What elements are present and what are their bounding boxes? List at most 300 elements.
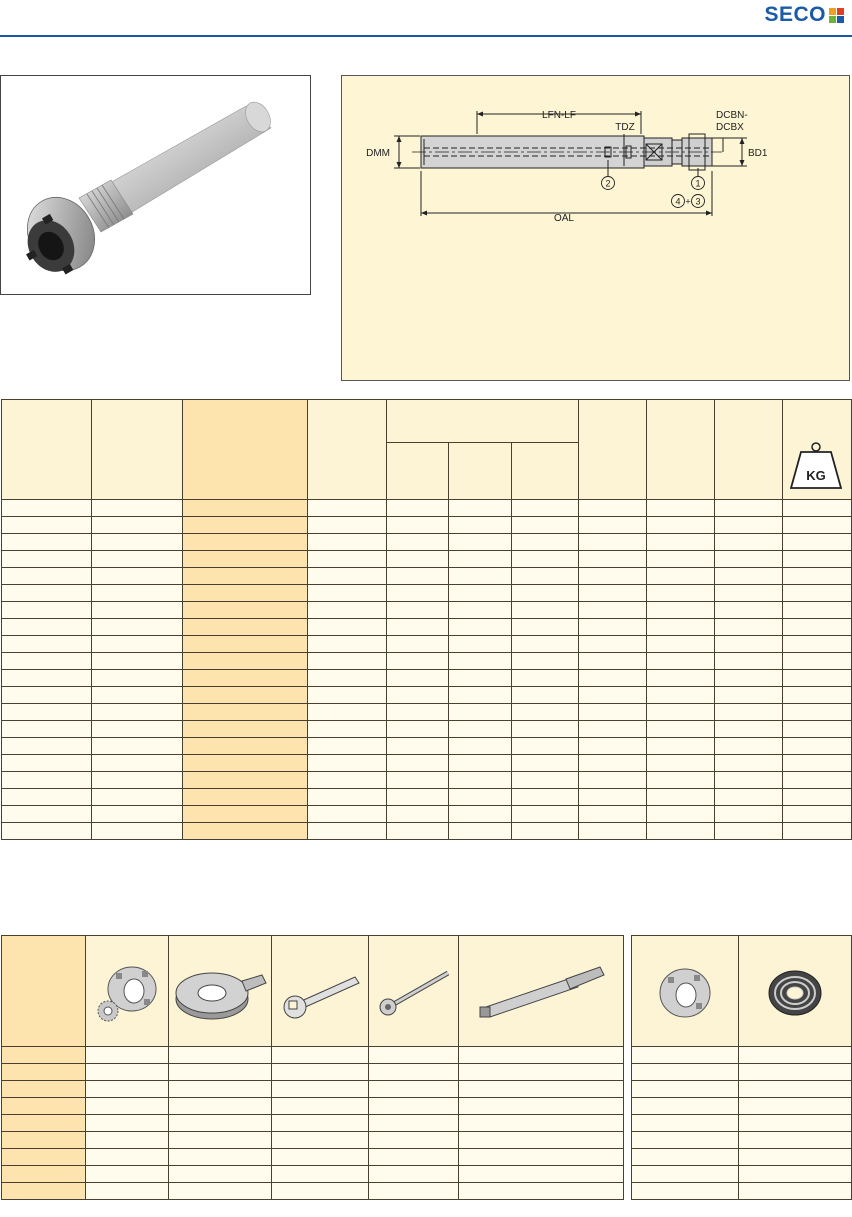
table-cell: [92, 585, 183, 602]
table-cell: [2, 1149, 86, 1166]
table-cell: [783, 636, 852, 653]
table-cell: [2, 789, 92, 806]
table-row: [632, 1115, 852, 1132]
table-cell: [715, 500, 783, 517]
table-cell: [2, 534, 92, 551]
table-cell: [2, 568, 92, 585]
table-cell: [739, 1115, 852, 1132]
table-cell: [2, 755, 92, 772]
table-cell: [308, 500, 387, 517]
table-cell: [715, 585, 783, 602]
table-row: [632, 1047, 852, 1064]
table-cell: [369, 1183, 459, 1200]
table-cell: [715, 670, 783, 687]
table-cell: [183, 789, 308, 806]
table-cell: [86, 1149, 169, 1166]
table-cell: [647, 789, 715, 806]
table-cell: [579, 687, 647, 704]
table-cell: [512, 823, 579, 840]
table-cell: [308, 636, 387, 653]
torque-tool-illustration: [459, 936, 624, 1047]
table-cell: [647, 551, 715, 568]
table-cell: [2, 1047, 86, 1064]
table-cell: [183, 619, 308, 636]
table-cell: [183, 755, 308, 772]
table-cell: [579, 500, 647, 517]
seco-logo: [764, 4, 844, 26]
table-cell: [783, 500, 852, 517]
table-cell: [647, 772, 715, 789]
table-row: [2, 1115, 624, 1132]
table-cell: [715, 704, 783, 721]
table-cell: [647, 687, 715, 704]
table-cell: [449, 653, 512, 670]
table-cell: [449, 738, 512, 755]
table-cell: [715, 738, 783, 755]
table-cell: [183, 636, 308, 653]
table-cell: [387, 517, 449, 534]
table-cell: [369, 1166, 459, 1183]
table-cell: [449, 619, 512, 636]
table-cell: [183, 517, 308, 534]
table-cell: [512, 568, 579, 585]
table-cell: [183, 721, 308, 738]
table-cell: [272, 1047, 369, 1064]
table-cell: [86, 1047, 169, 1064]
table-cell: [86, 1166, 169, 1183]
table-cell: [739, 1166, 852, 1183]
clamp-wrench-illustration: [169, 936, 272, 1047]
table-row: [2, 534, 852, 551]
table-cell: [272, 1149, 369, 1166]
thread-insert-icon: [760, 951, 830, 1031]
table-row: [2, 500, 852, 517]
table-cell: [387, 551, 449, 568]
table-cell: [2, 500, 92, 517]
table-cell: [169, 1132, 272, 1149]
table-cell: [739, 1149, 852, 1166]
table-cell: [183, 534, 308, 551]
table-cell: [86, 1183, 169, 1200]
table-cell: [449, 568, 512, 585]
table-cell: [512, 704, 579, 721]
table-cell: [169, 1149, 272, 1166]
table-cell: [92, 653, 183, 670]
table-cell: [92, 568, 183, 585]
table-cell: [739, 1183, 852, 1200]
table-row: [2, 1166, 624, 1183]
table-cell: [449, 823, 512, 840]
table-cell: [308, 653, 387, 670]
table-cell: [86, 1098, 169, 1115]
table-row: [2, 1183, 624, 1200]
table-cell: [715, 653, 783, 670]
table-cell: [632, 1149, 739, 1166]
table-cell: [739, 1132, 852, 1149]
table-cell: [449, 755, 512, 772]
table-cell: [387, 653, 449, 670]
table-cell: [2, 636, 92, 653]
table-row: [632, 1166, 852, 1183]
weight-header: [783, 400, 852, 500]
table-cell: [92, 551, 183, 568]
table-cell: [272, 1183, 369, 1200]
table-cell: [512, 687, 579, 704]
table-cell: [183, 823, 308, 840]
table-cell: [715, 551, 783, 568]
table-row: [2, 1047, 624, 1064]
table-cell: [512, 721, 579, 738]
table-cell: [579, 636, 647, 653]
callout-plus: +: [685, 196, 691, 207]
nut-illustration: [632, 936, 739, 1047]
table-cell: [387, 636, 449, 653]
table-cell: [579, 806, 647, 823]
table-cell: [308, 772, 387, 789]
table-cell: [92, 823, 183, 840]
table-cell: [86, 1081, 169, 1098]
table-row: [632, 1149, 852, 1166]
table-cell: [783, 534, 852, 551]
table-cell: [183, 500, 308, 517]
table-cell: [647, 755, 715, 772]
table-cell: [387, 670, 449, 687]
table-cell: [647, 619, 715, 636]
table-cell: [387, 823, 449, 840]
table-cell: [92, 670, 183, 687]
table-cell: [308, 534, 387, 551]
table-cell: [2, 1098, 86, 1115]
table-cell: [183, 772, 308, 789]
table-cell: [308, 585, 387, 602]
table-cell: [783, 517, 852, 534]
table-cell: [459, 1166, 624, 1183]
table-cell: [387, 772, 449, 789]
table-cell: [2, 806, 92, 823]
table-cell: [92, 636, 183, 653]
table-row: [2, 670, 852, 687]
table-cell: [579, 619, 647, 636]
table-cell: [449, 772, 512, 789]
table-cell: [449, 534, 512, 551]
table-cell: [459, 1047, 624, 1064]
table-cell: [783, 772, 852, 789]
table-cell: [715, 602, 783, 619]
table-cell: [92, 517, 183, 534]
table-cell: [387, 721, 449, 738]
table-cell: [512, 653, 579, 670]
table-cell: [387, 602, 449, 619]
table-row: [2, 1064, 624, 1081]
table-cell: [387, 568, 449, 585]
header-rule: [0, 35, 852, 37]
spec-table: [1, 399, 852, 840]
table-cell: [449, 806, 512, 823]
torque-wrench-illustration: [369, 936, 459, 1047]
table-cell: [459, 1149, 624, 1166]
table-cell: [2, 1115, 86, 1132]
table-cell: [647, 500, 715, 517]
table-cell: [169, 1047, 272, 1064]
table-cell: [272, 1132, 369, 1149]
table-cell: [183, 670, 308, 687]
table-row: [2, 738, 852, 755]
table-cell: [369, 1132, 459, 1149]
accessory-table-2: [631, 935, 852, 1200]
table-cell: [2, 619, 92, 636]
logo-text: SECO: [764, 3, 826, 26]
table-cell: [183, 806, 308, 823]
table-cell: [92, 738, 183, 755]
table-cell: [715, 755, 783, 772]
table-cell: [2, 721, 92, 738]
table-cell: [647, 602, 715, 619]
table-cell: [512, 636, 579, 653]
table-row: [2, 568, 852, 585]
table-cell: [449, 721, 512, 738]
table-cell: [369, 1047, 459, 1064]
table-cell: [579, 670, 647, 687]
table-cell: [579, 653, 647, 670]
table-row: [2, 806, 852, 823]
table-cell: [579, 568, 647, 585]
collet-nut-icon-2: [650, 951, 720, 1031]
table-cell: [92, 534, 183, 551]
clamping-ring-icon: [172, 951, 268, 1031]
dimension-drawing-svg: [342, 76, 849, 380]
table-cell: [579, 551, 647, 568]
table-cell: [739, 1081, 852, 1098]
table-cell: [647, 568, 715, 585]
table-cell: [2, 772, 92, 789]
table-row: [632, 1132, 852, 1149]
table-cell: [783, 602, 852, 619]
table-cell: [2, 1064, 86, 1081]
table-cell: [579, 738, 647, 755]
weight-unit: KG: [806, 468, 826, 483]
table-cell: [449, 687, 512, 704]
table-cell: [2, 1081, 86, 1098]
table-cell: [512, 602, 579, 619]
table-cell: [449, 636, 512, 653]
table-cell: [632, 1081, 739, 1098]
table-cell: [647, 636, 715, 653]
table-cell: [2, 1183, 86, 1200]
collet-nut-icon: [92, 951, 162, 1031]
table-cell: [739, 1064, 852, 1081]
table-cell: [2, 823, 92, 840]
table-row: [2, 653, 852, 670]
table-cell: [272, 1166, 369, 1183]
table-cell: [92, 755, 183, 772]
table-cell: [183, 687, 308, 704]
table-cell: [369, 1081, 459, 1098]
table-row: [2, 1081, 624, 1098]
table-cell: [183, 738, 308, 755]
weight-icon: [783, 400, 849, 496]
table-cell: [647, 653, 715, 670]
table-row: [2, 585, 852, 602]
table-row: [2, 619, 852, 636]
table-row: [2, 755, 852, 772]
table-cell: [783, 789, 852, 806]
table-cell: [512, 500, 579, 517]
table-cell: [387, 806, 449, 823]
table-cell: [459, 1183, 624, 1200]
table-cell: [715, 687, 783, 704]
table-cell: [647, 585, 715, 602]
table-cell: [579, 585, 647, 602]
table-cell: [647, 534, 715, 551]
callout-4: 4: [675, 196, 681, 207]
table-cell: [369, 1149, 459, 1166]
table-cell: [512, 670, 579, 687]
table-cell: [783, 738, 852, 755]
table-cell: [449, 551, 512, 568]
table-cell: [387, 755, 449, 772]
table-cell: [2, 551, 92, 568]
table-row: [2, 772, 852, 789]
table-cell: [783, 653, 852, 670]
label-dmm: DMM: [366, 148, 390, 159]
table-cell: [92, 500, 183, 517]
table-cell: [169, 1183, 272, 1200]
table-cell: [308, 551, 387, 568]
table-cell: [783, 670, 852, 687]
table-row: [632, 1183, 852, 1200]
table-cell: [2, 687, 92, 704]
table-cell: [512, 755, 579, 772]
table-cell: [579, 772, 647, 789]
table-cell: [308, 738, 387, 755]
table-row: [2, 704, 852, 721]
table-cell: [783, 551, 852, 568]
table-cell: [783, 755, 852, 772]
table-cell: [579, 704, 647, 721]
table-cell: [783, 721, 852, 738]
table-header-row: [2, 400, 852, 443]
table-cell: [92, 789, 183, 806]
label-bd1: BD1: [748, 148, 768, 159]
table-cell: [715, 619, 783, 636]
spanner-illustration: [272, 936, 369, 1047]
table-cell: [715, 568, 783, 585]
table-row: [632, 1098, 852, 1115]
table-cell: [369, 1064, 459, 1081]
table-cell: [387, 789, 449, 806]
table-cell: [783, 704, 852, 721]
table-cell: [183, 704, 308, 721]
table-row: [2, 823, 852, 840]
table-cell: [715, 534, 783, 551]
table-row: [2, 636, 852, 653]
table-cell: [647, 738, 715, 755]
table-cell: [512, 585, 579, 602]
product-photo: [0, 75, 311, 295]
table-cell: [783, 619, 852, 636]
callout-1: 1: [695, 178, 701, 189]
table-cell: [647, 823, 715, 840]
table-row: [632, 1064, 852, 1081]
table-cell: [308, 789, 387, 806]
table-cell: [512, 517, 579, 534]
collet-chuck-image: [1, 76, 310, 294]
dimension-drawing: [341, 75, 850, 381]
label-tdz: TDZ: [615, 122, 635, 133]
table-cell: [369, 1115, 459, 1132]
table-cell: [632, 1183, 739, 1200]
table-cell: [449, 585, 512, 602]
table-cell: [632, 1166, 739, 1183]
table-cell: [632, 1132, 739, 1149]
table-cell: [715, 517, 783, 534]
table-cell: [783, 585, 852, 602]
table-cell: [92, 602, 183, 619]
table-cell: [183, 585, 308, 602]
table-cell: [2, 670, 92, 687]
table-cell: [512, 534, 579, 551]
accessory2-header-row: [632, 936, 852, 1047]
table-cell: [449, 789, 512, 806]
table-cell: [86, 1064, 169, 1081]
table-cell: [512, 619, 579, 636]
callout-2: 2: [605, 178, 611, 189]
table-row: [2, 721, 852, 738]
table-cell: [2, 704, 92, 721]
table-cell: [308, 517, 387, 534]
table-cell: [183, 602, 308, 619]
table-cell: [183, 551, 308, 568]
table-cell: [579, 789, 647, 806]
table-cell: [449, 704, 512, 721]
table-cell: [308, 687, 387, 704]
accessory-table: [1, 935, 624, 1200]
table-cell: [308, 823, 387, 840]
logo-squares-icon: [829, 8, 844, 23]
table-cell: [183, 568, 308, 585]
table-cell: [715, 721, 783, 738]
table-cell: [387, 534, 449, 551]
table-cell: [579, 721, 647, 738]
table-cell: [92, 772, 183, 789]
table-cell: [459, 1098, 624, 1115]
table-cell: [579, 534, 647, 551]
table-cell: [512, 772, 579, 789]
table-cell: [387, 704, 449, 721]
table-cell: [169, 1081, 272, 1098]
table-cell: [783, 806, 852, 823]
table-cell: [647, 721, 715, 738]
table-row: [2, 602, 852, 619]
callout-3: 3: [695, 196, 701, 207]
table-cell: [715, 806, 783, 823]
table-cell: [92, 687, 183, 704]
table-cell: [632, 1047, 739, 1064]
table-cell: [308, 806, 387, 823]
table-row: [2, 1098, 624, 1115]
table-cell: [169, 1115, 272, 1132]
table-cell: [2, 738, 92, 755]
table-cell: [92, 721, 183, 738]
table-cell: [579, 823, 647, 840]
table-cell: [272, 1115, 369, 1132]
table-row: [2, 687, 852, 704]
table-cell: [459, 1064, 624, 1081]
table-row: [2, 1149, 624, 1166]
table-cell: [739, 1098, 852, 1115]
table-cell: [715, 772, 783, 789]
table-row: [632, 1081, 852, 1098]
